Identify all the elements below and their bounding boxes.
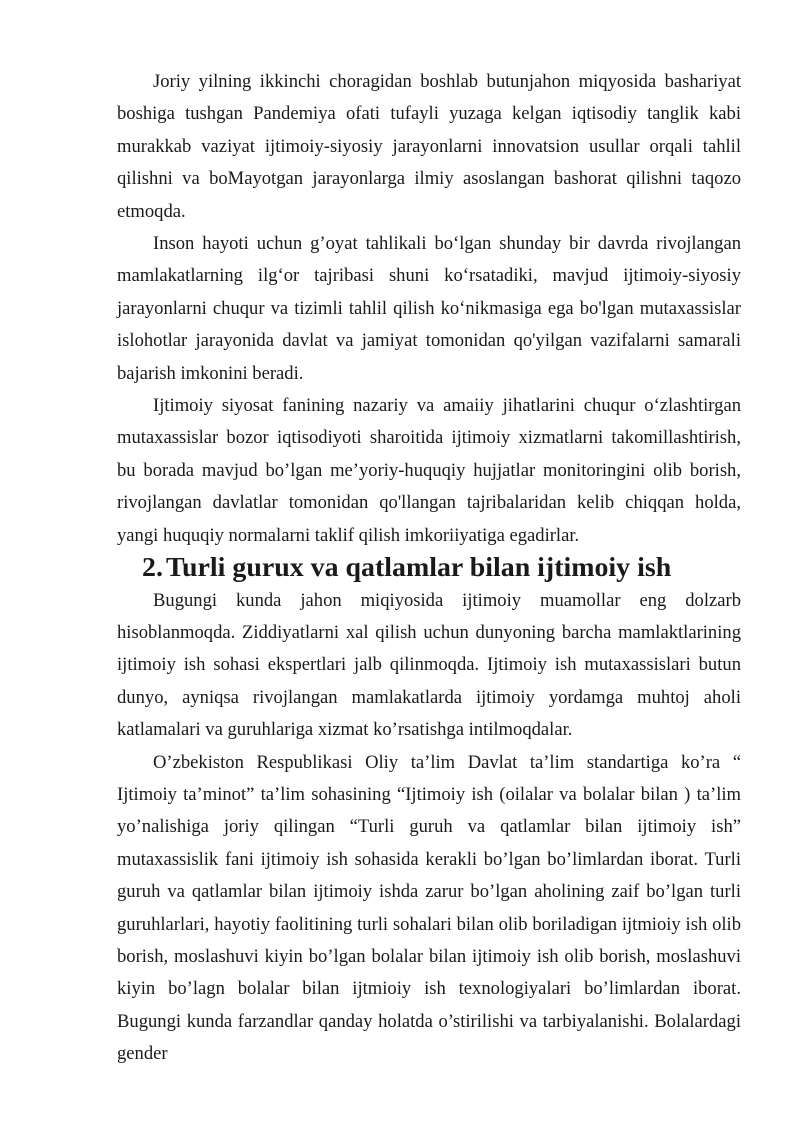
section-number: 2. bbox=[142, 552, 163, 584]
document-page bbox=[117, 66, 741, 1071]
paragraph-global-social-problems: Bugungi kunda jahon miqiyosida ijtimoiy muamollar eng dolzarb hisoblanmoqda. Ziddiyatlarni xal qilish uchun dunyoning barcha mamlaktlarining ijtimoiy ish sohasi ekspertlari jalb qilinmoqda. Ijtimoiy ish mutaxassislari butun dunyo, ayniqsa rivojlangan mamlakatlarda ijtimoiy yordamga muhtoj aholi katlamalari va guruhlariga xizmat ko’rsatishga intilmoqdalar. bbox=[117, 589, 741, 741]
paragraph-pandemic-context: Joriy yilning ikkinchi choragidan boshlab butunjahon miqyosida bashariyat boshiga tushgan Pandemiya ofati tufayli yuzaga kelgan iqtisodiy tanglik kabi murakkab vaziyat ijtimoiy-siyosiy jarayonlarni innovatsion usullar orqali tahlil qilishni va boMayotgan jarayonlarga ilmiy asoslangan bashorat qilishni taqozo etmoqda. bbox=[117, 71, 741, 222]
section-title: Turli gurux va qatlamlar bilan ijtimoiy ish bbox=[166, 552, 672, 584]
paragraph-social-policy-specialists: Ijtimoiy siyosat fanining nazariy va amaiiy jihatlarini chuqur oʻzlashtirgan mutaxassislar bozor iqtisodiyoti sharoitida ijtimoiy xizmatlarni takomillashtirish, bu borada mavjud bo’lgan me’yoriy-huquqiy hujjatlar monitoringini olib borish, rivojlangan davlatlar tomonidan qo'llangan tajribalaridan kelib chiqqan holda, yangi huquqiy normalarni taklif qilish imkoriiyatiga egadirlar. bbox=[117, 395, 741, 546]
section-heading bbox=[117, 552, 741, 584]
paragraph-uzbekistan-standard: O’zbekiston Respublikasi Oliy ta’lim Davlat ta’lim standartiga ko’ra “ Ijtimoiy ta’minot” ta’lim sohasining “Ijtimoiy ish (oilalar va bolalar bilan ) ta’lim yo’nalishiga joriy qilingan “Turli guruh va qatlamlar bilan ijtimoiy ish” mutaxassislik fani ijtimoiy ish sohasida kerakli bo’lgan bo’limlardan iborat. Turli guruh va qatlamlar bilan ijtimoiy ishda zarur bo’lgan aholining zaif bo’lgan turli guruhlarlari, hayotiy faolitining turli sohalari bilan olib boriladigan ijtmioiy ish olib borish, moslashuvi kiyin bo’lgan bolalar bilan ijtimoiy ish olib borish, moslashuvi kiyin bo’lagn bolalar bilan ijtmioiy ish texnologiyalari bo’limlardan iborat. Bugungi kunda farzandlar qanday holatda o’stirilishi va tarbiyalanishi. Bolalardagi gender bbox=[117, 751, 741, 1065]
paragraph-advanced-experience: Inson hayoti uchun g’oyat tahlikali boʻlgan shunday bir davrda rivojlangan mamlakatlarning ilgʻor tajribasi shuni koʻrsatadiki, mavjud ijtimoiy-siyosiy jarayonlarni chuqur va tizimli tahlil qilish koʻnikmasiga ega bo'lgan mutaxassislar islohotlar jarayonida davlat va jamiyat tomonidan qo'yilgan vazifalarni samarali bajarish imkonini beradi. bbox=[117, 233, 741, 384]
